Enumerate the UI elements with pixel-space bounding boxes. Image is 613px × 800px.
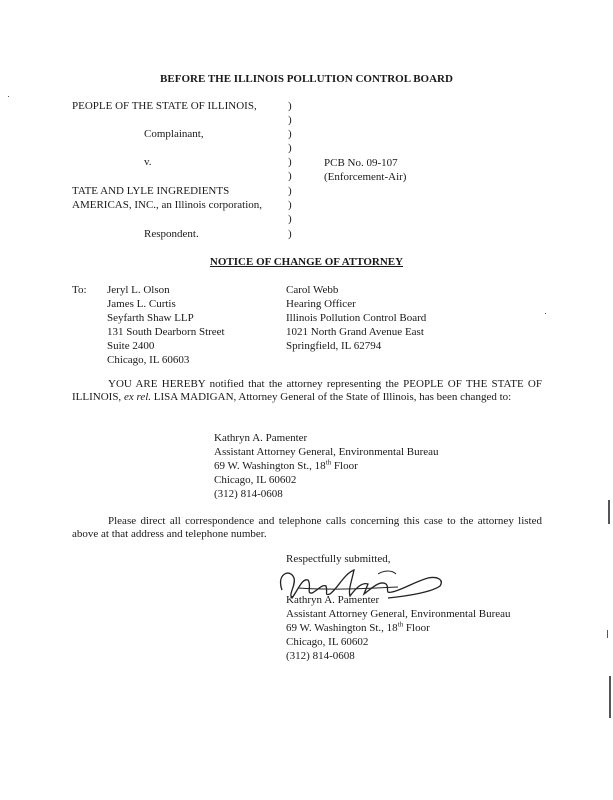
recipient-left-line: 131 South Dearborn Street <box>107 326 225 338</box>
scan-artifact <box>608 500 610 524</box>
new-attorney-title: Assistant Attorney General, Environmental Bureau <box>214 446 439 458</box>
signer-city: Chicago, IL 60602 <box>286 636 369 648</box>
notice-title: NOTICE OF CHANGE OF ATTORNEY <box>209 256 404 268</box>
recipient-right-line: Carol Webb <box>286 284 339 296</box>
recipient-left-line: Jeryl L. Olson <box>107 284 170 296</box>
recipient-left-line: Suite 2400 <box>107 340 155 352</box>
case-number: PCB No. 09-107 <box>324 157 398 169</box>
respondent-label: Respondent. <box>144 228 199 240</box>
address-street: 69 W. Washington St., 18 <box>214 460 326 472</box>
closing-line: Respectfully submitted, <box>286 553 391 565</box>
new-attorney-phone: (312) 814-0608 <box>214 488 283 500</box>
caption-bracket: ) <box>288 199 292 211</box>
signer-address-floor: Floor <box>403 622 430 634</box>
address-ordinal-suffix: th <box>325 458 332 467</box>
defendant-name-line1: TATE AND LYLE INGREDIENTS <box>72 185 230 197</box>
notice-paragraph <box>72 378 542 404</box>
caption-bracket: ) <box>288 213 292 225</box>
caption-bracket: ) <box>288 170 292 182</box>
recipient-right-line: Illinois Pollution Control Board <box>286 312 427 324</box>
recipient-right-line: Springfield, IL 62794 <box>286 340 382 352</box>
new-attorney-city: Chicago, IL 60602 <box>214 474 297 486</box>
signer-address-street: 69 W. Washington St., 18 <box>286 622 398 634</box>
notice-paragraph-part1: YOU ARE HEREBY notified that the attorney representing the PEOPLE OF THE STATE OF ILLINOIS, <box>72 378 542 403</box>
recipient-right-line: Hearing Officer <box>286 298 356 310</box>
defendant-name-line2: AMERICAS, INC., an Illinois corporation, <box>72 199 263 211</box>
scan-artifact <box>545 313 546 314</box>
caption-bracket: ) <box>288 185 292 197</box>
caption-bracket: ) <box>288 100 292 112</box>
signer-address-ordinal-suffix: th <box>397 620 404 629</box>
caption-bracket: ) <box>288 156 292 168</box>
signer-address <box>286 622 430 634</box>
caption-bracket: ) <box>288 228 292 240</box>
case-type: (Enforcement-Air) <box>324 171 407 183</box>
recipient-left-line: Seyfarth Shaw LLP <box>107 312 194 324</box>
recipient-left-line: Chicago, IL 60603 <box>107 354 190 366</box>
document-title: BEFORE THE ILLINOIS POLLUTION CONTROL BOARD <box>160 73 453 85</box>
signer-phone: (312) 814-0608 <box>286 650 355 662</box>
ex-rel-italic: ex rel. <box>123 391 152 403</box>
scan-artifact <box>607 630 608 638</box>
notice-paragraph-part2: LISA MADIGAN, Attorney General of the State of Illinois, has been changed to: <box>153 391 512 403</box>
plaintiff-name: PEOPLE OF THE STATE OF ILLINOIS, <box>72 100 257 112</box>
scan-artifact <box>8 96 9 97</box>
signer-name: Kathryn A. Pamenter <box>286 594 380 606</box>
recipient-left-line: James L. Curtis <box>107 298 176 310</box>
to-label: To: <box>72 284 87 296</box>
signer-title: Assistant Attorney General, Environmental Bureau <box>286 608 511 620</box>
caption-bracket: ) <box>288 114 292 126</box>
correspondence-paragraph: Please direct all correspondence and telephone calls concerning this case to the attorney listed above at that address and telephone number. <box>72 515 542 540</box>
new-attorney-name: Kathryn A. Pamenter <box>214 432 308 444</box>
recipient-right-line: 1021 North Grand Avenue East <box>286 326 424 338</box>
new-attorney-address <box>214 460 358 472</box>
caption-bracket: ) <box>288 142 292 154</box>
scan-artifact <box>609 676 611 718</box>
versus-label: v. <box>144 156 152 168</box>
caption-bracket: ) <box>288 128 292 140</box>
address-floor: Floor <box>331 460 358 472</box>
complainant-label: Complainant, <box>144 128 204 140</box>
